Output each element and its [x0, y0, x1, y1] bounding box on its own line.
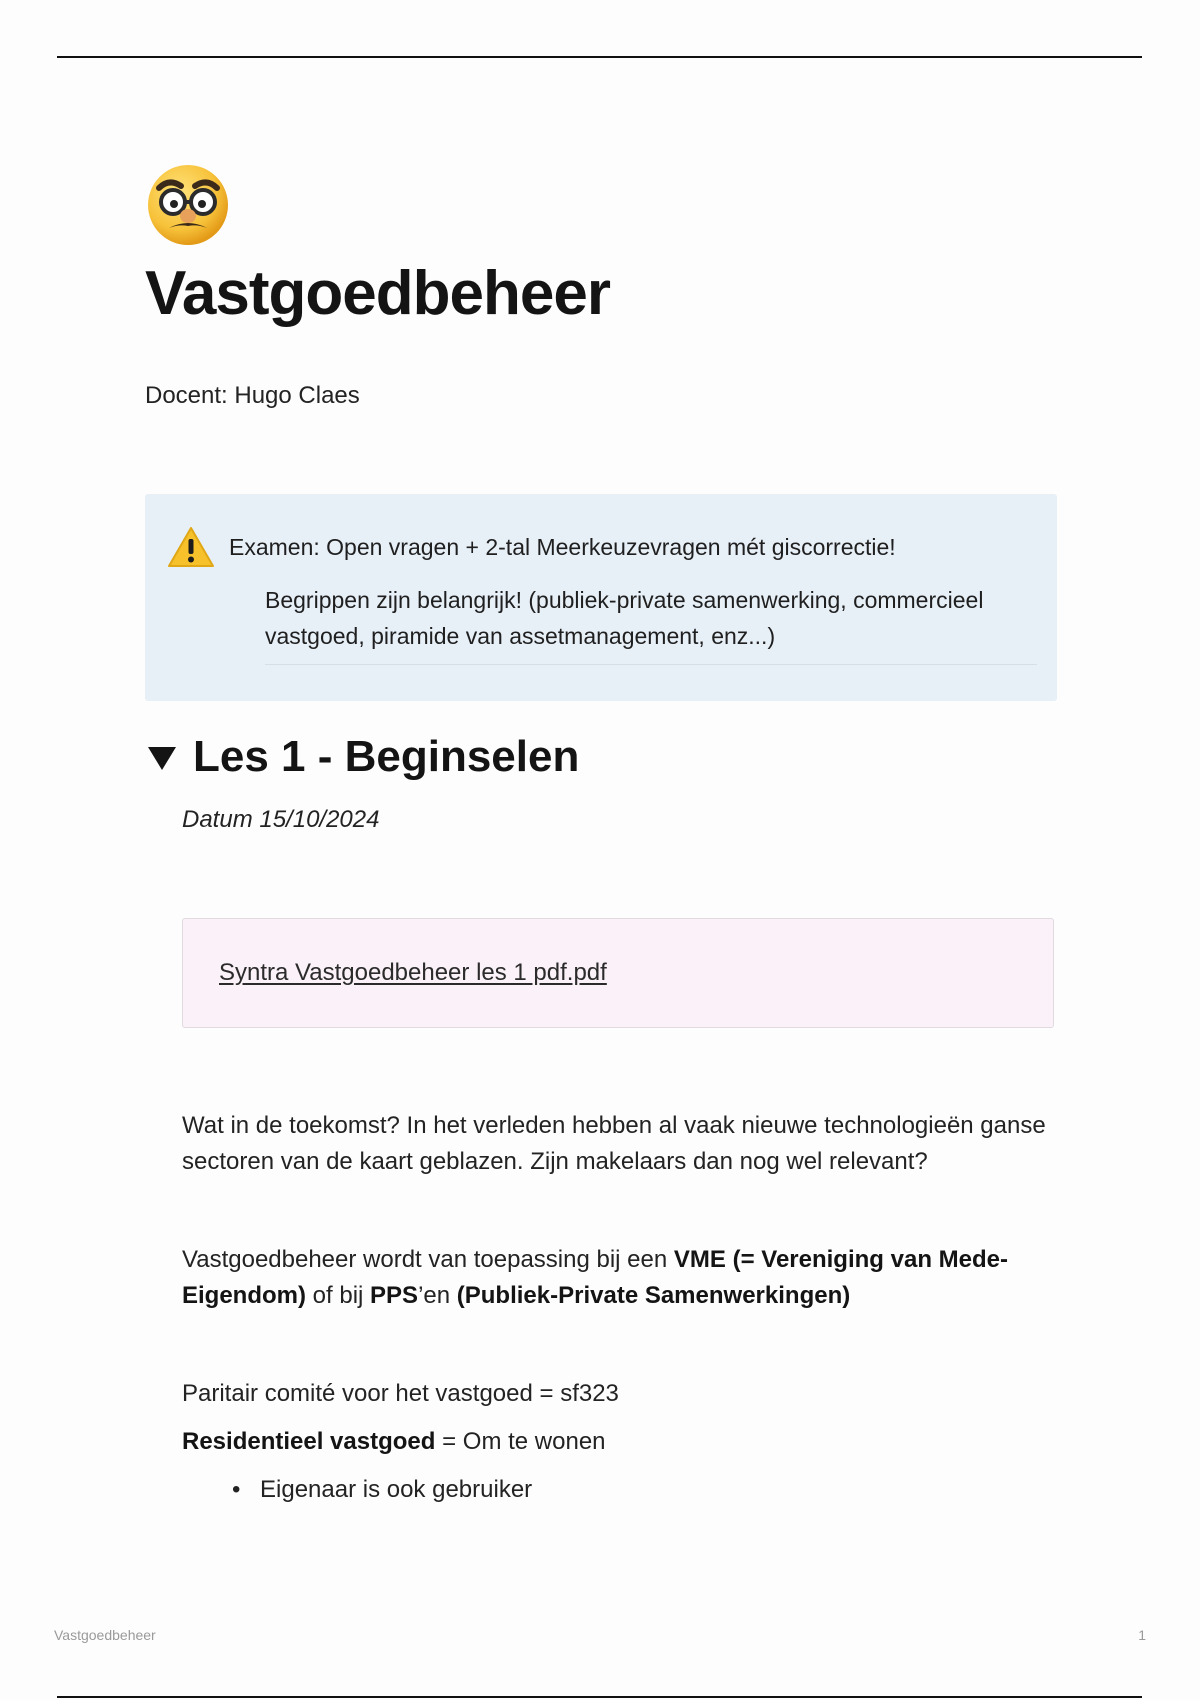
text-run: of bij	[306, 1282, 371, 1309]
callout-title: Examen: Open vragen + 2-tal Meerkeuzevragen mét giscorrectie!	[229, 534, 896, 560]
triangle-down-icon	[145, 740, 179, 774]
list-item: • Eigenaar is ook gebruiker	[230, 1472, 532, 1508]
bold-term-pps: PPS	[370, 1282, 419, 1309]
pdf-file-link[interactable]: Syntra Vastgoedbeheer les 1 pdf.pdf	[219, 959, 607, 986]
bottom-rule	[57, 1696, 1142, 1698]
warning-icon	[167, 526, 215, 568]
bold-term-residentieel: Residentieel vastgoed	[182, 1428, 436, 1455]
paragraph-future: Wat in de toekomst? In het verleden hebben al vaak nieuwe technologieën ganse sectoren van de kaart geblazen. Zijn makelaars dan nog wel relevant?	[182, 1112, 1046, 1175]
page-title: Vastgoedbeheer	[145, 259, 610, 328]
text-run: ’en	[418, 1282, 457, 1309]
paragraph-residentieel	[182, 1424, 1062, 1460]
section-heading: Les 1 - Beginselen	[193, 732, 580, 781]
bold-term-vme: VME (= Vereniging van Mede-Eigendom)	[182, 1246, 1008, 1309]
top-rule	[57, 56, 1142, 58]
paragraph-vme-pps	[182, 1242, 1062, 1314]
lesson-date: Datum 15/10/2024	[182, 806, 380, 833]
nerd-disguise-face-icon	[145, 162, 231, 248]
exam-callout	[145, 494, 1057, 701]
callout-text: Begrippen zijn belangrijk! (publiek-private samenwerking, commercieel vastgoed, piramide van assetmanagement, enz...)	[265, 587, 984, 649]
docent-line: Docent: Hugo Claes	[145, 382, 360, 409]
text-run: Vastgoedbeheer wordt van toepassing bij een	[182, 1246, 674, 1273]
page-number: 1	[1138, 1627, 1146, 1643]
bullet-list	[230, 1472, 532, 1508]
paragraph-paritair: Paritair comité voor het vastgoed = sf323	[182, 1380, 619, 1407]
callout-divider	[265, 664, 1037, 665]
bold-term-pps-full: (Publiek-Private Samenwerkingen)	[456, 1282, 851, 1309]
toggle-les-1[interactable]	[145, 732, 579, 782]
file-attachment-block	[182, 918, 1054, 1028]
text-run: = Om te wonen	[435, 1428, 606, 1455]
footer-title: Vastgoedbeheer	[54, 1627, 156, 1643]
